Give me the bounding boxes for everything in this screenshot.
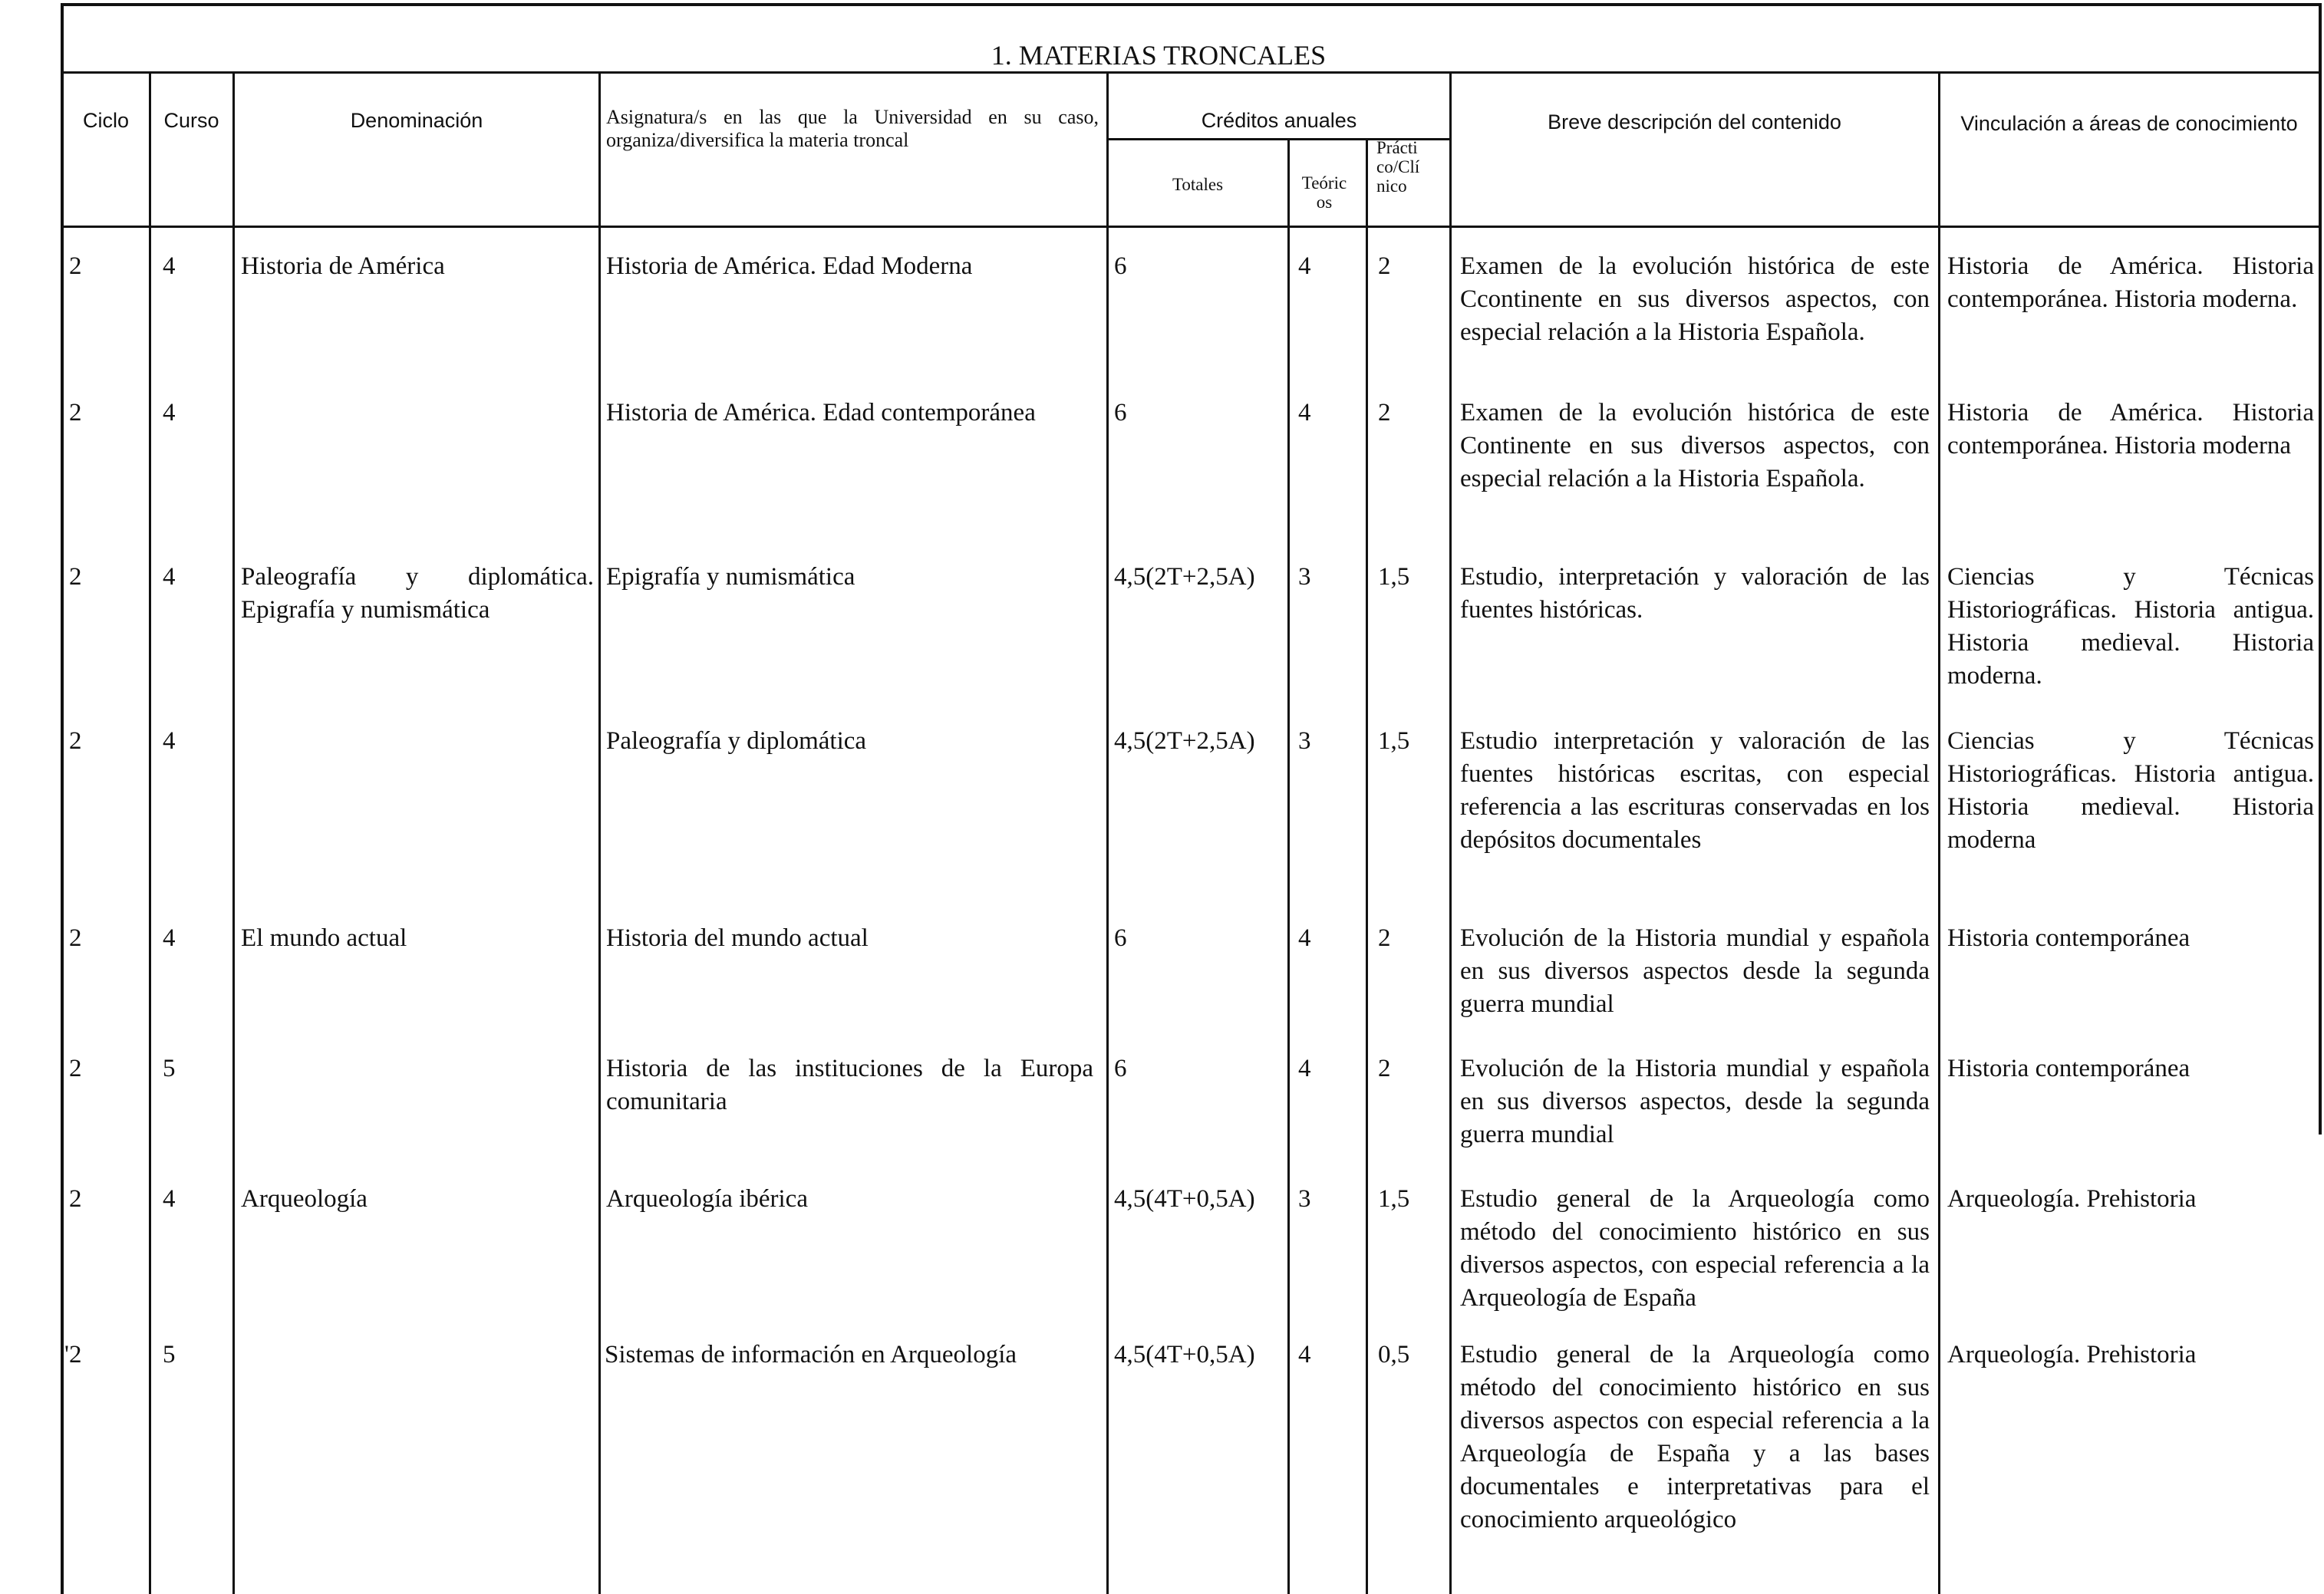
cell-totales: 6 (1114, 1055, 1127, 1082)
cell-vinculacion: Historia de América. Historia contemporánea. Historia moderna (1947, 399, 2314, 459)
cell-ciclo: 2 (69, 727, 82, 755)
cell-practicos: 2 (1378, 1055, 1391, 1082)
cell-curso: 4 (163, 924, 176, 952)
table-right-border (2319, 3, 2322, 1135)
cell-practicos: 0,5 (1378, 1341, 1410, 1368)
cell-totales: 4,5(2T+2,5A) (1114, 727, 1255, 755)
cell-asignatura: Historia de América. Edad contemporánea (606, 399, 1036, 426)
cell-teoricos: 4 (1298, 399, 1311, 426)
cell-ciclo: 2 (69, 563, 82, 591)
cell-curso: 4 (163, 1185, 176, 1213)
cell-vinculacion: Historia contemporánea (1947, 924, 2190, 952)
cell-teoricos: 3 (1298, 1185, 1311, 1213)
column-rule-denominacion (232, 71, 235, 1594)
column-rule-teoricos (1287, 140, 1290, 1594)
cell-descripcion: Examen de la evolución histórica de este Continente en sus diversos aspectos, con especial relación a la Historia Española. (1460, 399, 1930, 492)
cell-teoricos: 4 (1298, 1341, 1311, 1368)
cell-ciclo: 2 (69, 924, 82, 952)
cell-teoricos: 3 (1298, 563, 1311, 591)
cell-descripcion: Estudio interpretación y valoración de las fuentes históricas escritas, con especial referencia a las escrituras conservadas en los depósitos documentales (1460, 727, 1930, 854)
cell-totales: 6 (1114, 924, 1127, 952)
cell-teoricos: 4 (1298, 252, 1311, 280)
header-ciclo: Ciclo (82, 109, 129, 132)
cell-totales: 4,5(2T+2,5A) (1114, 563, 1255, 591)
cell-ciclo: '2 (64, 1341, 82, 1368)
cell-asignatura: Paleografía y diplomática (606, 727, 867, 755)
cell-descripcion: Examen de la evolución histórica de este Ccontinente en sus diversos aspectos, con especial relación a la Historia Española. (1460, 252, 1930, 346)
cell-teoricos: 3 (1298, 727, 1311, 755)
cell-asignatura: Epigrafía y numismática (606, 563, 855, 591)
header-descripcion: Breve descripción del contenido (1548, 110, 1841, 133)
header-top-rule (61, 71, 2322, 74)
cell-asignatura: Historia de América. Edad Moderna (606, 252, 973, 280)
cell-asignatura: Historia del mundo actual (606, 924, 869, 952)
header-curso: Curso (163, 109, 219, 132)
table-left-border (61, 3, 64, 1594)
cell-teoricos: 4 (1298, 924, 1311, 952)
cell-totales: 6 (1114, 399, 1127, 426)
cell-ciclo: 2 (69, 399, 82, 426)
cell-vinculacion: Historia contemporánea (1947, 1055, 2190, 1082)
cell-teoricos: 4 (1298, 1055, 1311, 1082)
cell-practicos: 2 (1378, 924, 1391, 952)
table-top-border (61, 3, 2322, 6)
cell-practicos: 1,5 (1378, 727, 1410, 755)
cell-vinculacion: Historia de América. Historia contemporánea. Historia moderna. (1947, 252, 2314, 313)
cell-asignatura: Historia de las instituciones de la Europa comunitaria (606, 1055, 1093, 1115)
cell-asignatura: Sistemas de información en Arqueología (605, 1341, 1017, 1368)
cell-ciclo: 2 (69, 1055, 82, 1082)
header-asignatura: Asignatura/s en las que la Universidad en su caso, organiza/diversifica la materia troncal (606, 106, 1099, 151)
header-vinculacion: Vinculación a áreas de conocimiento (1960, 112, 2298, 135)
header-totales: Totales (1172, 175, 1224, 194)
cell-ciclo: 2 (69, 1185, 82, 1213)
cell-descripcion: Estudio general de la Arqueología como método del conocimiento histórico en sus diversos aspectos, con especial referencia a la Arqueología de España (1460, 1185, 1930, 1312)
cell-asignatura: Arqueología ibérica (606, 1185, 808, 1213)
cell-vinculacion: Ciencias y Técnicas Historiográficas. Historia antigua. Historia medieval. Historia moderna (1947, 727, 2314, 854)
cell-denominacion: Paleografía y diplomática. Epigrafía y numismática (241, 563, 594, 624)
cell-descripcion: Evolución de la Historia mundial y española en sus diversos aspectos, desde la segunda guerra mundial (1460, 1055, 1930, 1148)
cell-descripcion: Evolución de la Historia mundial y española en sus diversos aspectos desde la segunda guerra mundial (1460, 924, 1930, 1018)
column-rule-practicos (1366, 140, 1368, 1594)
cell-curso: 4 (163, 727, 176, 755)
header-creditos: Créditos anuales (1201, 109, 1357, 132)
cell-curso: 4 (163, 563, 176, 591)
cell-practicos: 2 (1378, 252, 1391, 280)
cell-practicos: 1,5 (1378, 563, 1410, 591)
header-denominacion: Denominación (350, 109, 483, 132)
column-rule-curso (149, 71, 151, 1594)
cell-vinculacion: Ciencias y Técnicas Historiográficas. Historia antigua. Historia medieval. Historia moderna. (1947, 563, 2314, 690)
cell-ciclo: 2 (69, 252, 82, 280)
column-rule-descripcion (1449, 71, 1452, 1594)
cell-practicos: 1,5 (1378, 1185, 1410, 1213)
section-title: 1. MATERIAS TRONCALES (991, 40, 1327, 71)
cell-practicos: 2 (1378, 399, 1391, 426)
cell-curso: 4 (163, 252, 176, 280)
column-rule-totales (1106, 71, 1109, 1594)
header-practicos: Prácti co/Clí nico (1376, 138, 1420, 196)
cell-denominacion: Historia de América (241, 252, 445, 280)
cell-vinculacion: Arqueología. Prehistoria (1947, 1185, 2197, 1213)
cell-vinculacion: Arqueología. Prehistoria (1947, 1341, 2197, 1368)
cell-denominacion: Arqueología (241, 1185, 368, 1213)
cell-curso: 4 (163, 399, 176, 426)
cell-totales: 4,5(4T+0,5A) (1114, 1185, 1255, 1213)
header-bottom-rule (61, 226, 2322, 228)
column-rule-vinculacion (1938, 71, 1940, 1594)
cell-denominacion: El mundo actual (241, 924, 407, 952)
cell-descripcion: Estudio general de la Arqueología como método del conocimiento histórico en sus diversos aspectos con especial referencia a la Arqueología de España y a las bases documentales e interpretativas para el conocimiento arqueológico (1460, 1341, 1930, 1533)
cell-totales: 4,5(4T+0,5A) (1114, 1341, 1255, 1368)
cell-curso: 5 (163, 1055, 176, 1082)
cell-curso: 5 (163, 1341, 176, 1368)
cell-totales: 6 (1114, 252, 1127, 280)
cell-descripcion: Estudio, interpretación y valoración de las fuentes históricas. (1460, 563, 1930, 624)
column-rule-asignatura (598, 71, 601, 1594)
header-teoricos: Teóric os (1301, 173, 1347, 212)
